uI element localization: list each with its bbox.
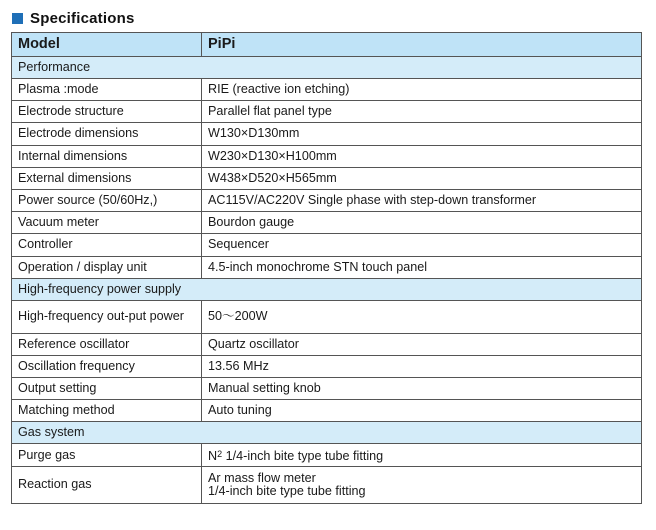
row-label: High-frequency out-put power xyxy=(12,300,202,333)
section-row-performance xyxy=(12,57,642,79)
section-heading xyxy=(12,9,135,27)
purge-gas-subscript: 2 xyxy=(217,448,223,459)
row-value: RIE (reactive ion etching) xyxy=(202,79,642,101)
row-label: Vacuum meter xyxy=(12,212,202,234)
row-value: Bourdon gauge xyxy=(202,212,642,234)
table-row xyxy=(12,378,642,400)
table-row xyxy=(12,333,642,355)
row-value: Quartz oscillator xyxy=(202,333,642,355)
reaction-gas-line1: Ar mass flow meter xyxy=(208,470,316,485)
row-value xyxy=(202,466,642,503)
row-value: AC115V/AC220V Single phase with step-down transformer xyxy=(202,189,642,211)
row-label: External dimensions xyxy=(12,167,202,189)
square-bullet-icon xyxy=(12,13,23,24)
row-label: Electrode dimensions xyxy=(12,123,202,145)
section-row-high-frequency xyxy=(12,278,642,300)
table-row xyxy=(12,300,642,333)
row-value: Parallel flat panel type xyxy=(202,101,642,123)
specifications-table xyxy=(11,32,642,504)
table-row xyxy=(12,466,642,503)
row-value xyxy=(202,444,642,466)
table-row xyxy=(12,167,642,189)
header-value: PiPi xyxy=(202,33,642,57)
table-row xyxy=(12,101,642,123)
row-value: W130×D130mm xyxy=(202,123,642,145)
row-label: Operation / display unit xyxy=(12,256,202,278)
row-value: 13.56 MHz xyxy=(202,355,642,377)
purge-gas-prefix: N xyxy=(208,448,218,463)
table-row xyxy=(12,79,642,101)
table-row xyxy=(12,123,642,145)
table-row xyxy=(12,234,642,256)
table-row xyxy=(12,189,642,211)
row-label: Power source (50/60Hz,) xyxy=(12,189,202,211)
row-label: Oscillation frequency xyxy=(12,355,202,377)
row-label: Purge gas xyxy=(12,444,202,466)
purge-gas-value: 1/4-inch bite type tube fitting xyxy=(222,448,384,463)
section-title: Performance xyxy=(12,57,642,79)
row-value: Manual setting knob xyxy=(202,378,642,400)
row-label: Matching method xyxy=(12,400,202,422)
row-label: Reference oscillator xyxy=(12,333,202,355)
row-label: Electrode structure xyxy=(12,101,202,123)
table-row xyxy=(12,444,642,466)
row-value: 50～200W xyxy=(202,300,642,333)
section-title: Gas system xyxy=(12,422,642,444)
table-row xyxy=(12,256,642,278)
row-value: W438×D520×H565mm xyxy=(202,167,642,189)
page-title: Specifications xyxy=(30,9,135,27)
table-row xyxy=(12,400,642,422)
table-row xyxy=(12,355,642,377)
row-value: W230×D130×H100mm xyxy=(202,145,642,167)
row-label: Output setting xyxy=(12,378,202,400)
row-label: Controller xyxy=(12,234,202,256)
reaction-gas-line2: 1/4-inch bite type tube fitting xyxy=(208,483,366,498)
row-label: Internal dimensions xyxy=(12,145,202,167)
table-row xyxy=(12,212,642,234)
section-row-gas-system xyxy=(12,422,642,444)
table-header-row xyxy=(12,33,642,57)
section-title: High-frequency power supply xyxy=(12,278,642,300)
row-value: 4.5-inch monochrome STN touch panel xyxy=(202,256,642,278)
row-value: Auto tuning xyxy=(202,400,642,422)
row-label: Reaction gas xyxy=(12,466,202,503)
row-value: Sequencer xyxy=(202,234,642,256)
row-label: Plasma :mode xyxy=(12,79,202,101)
table-row xyxy=(12,145,642,167)
header-label: Model xyxy=(12,33,202,57)
